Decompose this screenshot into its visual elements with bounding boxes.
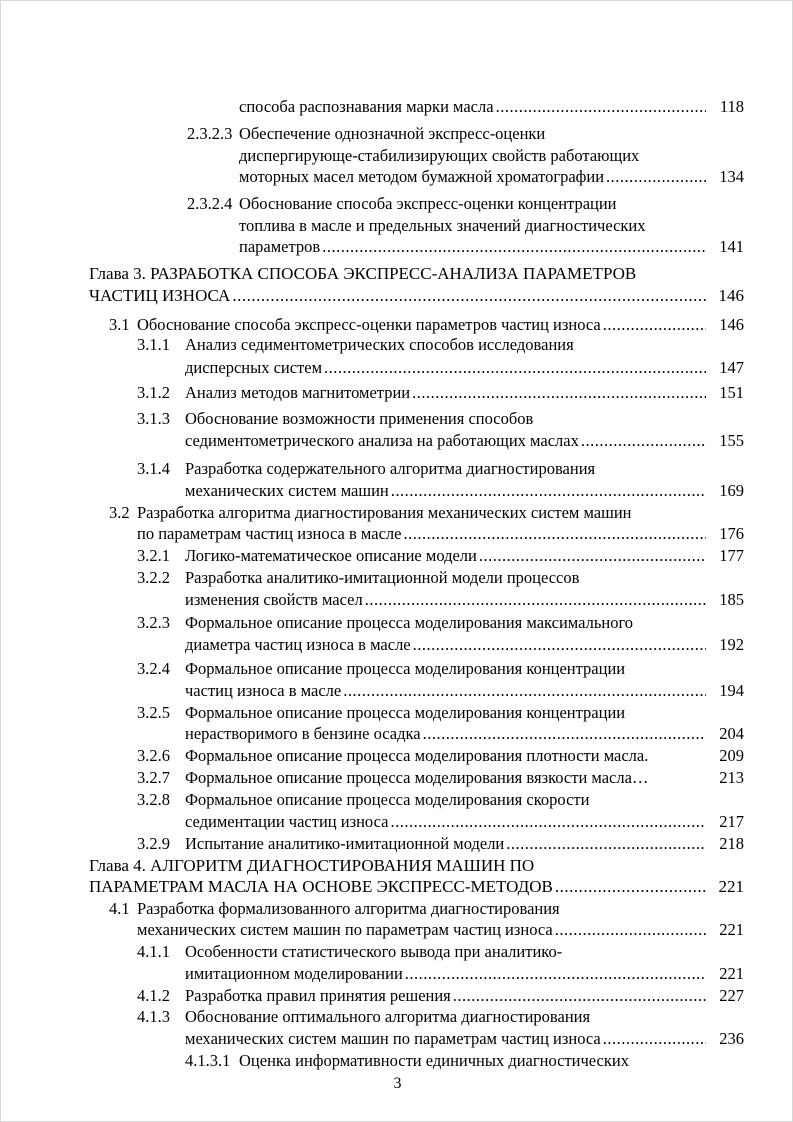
toc-text: Разработка формализованного алгоритма диагностирования <box>137 899 560 918</box>
toc-page-number: 134 <box>719 167 744 186</box>
toc-text: моторных масел методом бумажной хроматографии <box>239 167 605 186</box>
page-number: 3 <box>393 1075 402 1092</box>
toc-section-number: 2.3.2.4 <box>187 194 233 213</box>
toc-chapter-title: ЧАСТИЦ ИЗНОСА <box>89 286 231 305</box>
toc-text: Обоснование способа экспресс-оценки параметров частиц износа <box>137 315 601 334</box>
toc-text: Испытание аналитико-имитационной модели <box>185 834 505 853</box>
toc-line <box>1 679 793 703</box>
toc-text: Формальное описание процесса моделирования концентрации <box>185 659 626 678</box>
toc-page-number: 204 <box>719 724 744 743</box>
toc-line <box>1 832 793 856</box>
toc-text: Логико-математическое описание модели <box>185 546 477 565</box>
toc-section-number: 3.1 <box>109 315 130 334</box>
toc-page-number: 221 <box>719 964 744 983</box>
toc-leader <box>322 235 706 259</box>
toc-section-number: 4.1.1 <box>137 942 170 961</box>
toc-section-number: 3.1.3 <box>137 409 170 428</box>
toc-page-number: 221 <box>719 920 744 939</box>
toc-text: седиментометрического анализа на работающих маслах <box>185 431 579 450</box>
toc-section-number: 3.1.4 <box>137 459 170 478</box>
toc-page-number: 147 <box>719 358 744 377</box>
toc-chapter-line <box>1 284 793 308</box>
toc-leader <box>581 429 706 453</box>
toc-line <box>1 165 793 189</box>
toc-section-number: 4.1.3 <box>137 1007 170 1026</box>
toc-line <box>1 810 793 834</box>
toc-text: изменения свойств масел <box>185 590 363 609</box>
toc-page-number: 118 <box>719 97 744 116</box>
toc-text: Обоснование способа экспресс-оценки концентрации <box>239 194 617 213</box>
toc-line <box>1 429 793 453</box>
toc-section-number: 4.1 <box>109 899 130 918</box>
toc-text: Обоснование оптимального алгоритма диагностирования <box>185 1007 591 1026</box>
toc-page-number: 146 <box>718 286 744 305</box>
toc-text: Формальное описание процесса моделирования вязкости масла… <box>185 768 649 787</box>
toc-line <box>1 722 793 746</box>
toc-page-number: 227 <box>719 986 744 1005</box>
toc-text: механических систем машин по параметрам частиц износа <box>185 1029 601 1048</box>
toc-text: механических систем машин по параметрам частиц износа <box>137 920 553 939</box>
toc-page-number: 176 <box>719 524 744 543</box>
toc-text: нерастворимого в бензине осадка <box>185 724 421 743</box>
toc-leader <box>343 679 706 703</box>
toc-page-number: 155 <box>719 431 744 450</box>
toc-text: Анализ седиментометрических способов исследования <box>185 335 574 354</box>
toc-line <box>1 657 793 681</box>
toc-text: Обеспечение однозначной экспресс-оценки <box>239 124 546 143</box>
toc-page-number: 217 <box>719 812 744 831</box>
toc-text: Формальное описание процесса моделирования плотности масла. <box>185 746 649 765</box>
toc-section-number: 3.2.7 <box>137 768 170 787</box>
toc-text: седиментации частиц износа <box>185 812 389 831</box>
toc-line <box>1 788 793 812</box>
toc-text: имитационном моделировании <box>185 964 403 983</box>
toc-page-number: 151 <box>719 383 744 402</box>
toc-line <box>1 611 793 635</box>
toc-line <box>1 333 793 357</box>
toc-chapter-line <box>1 875 793 899</box>
toc-line <box>1 918 793 942</box>
toc-line <box>1 588 793 612</box>
toc-text: Разработка алгоритма диагностирования механических систем машин <box>137 503 632 522</box>
toc-page-number: 194 <box>719 681 744 700</box>
toc-line <box>1 962 793 986</box>
toc-line <box>1 235 793 259</box>
toc-line <box>1 381 793 405</box>
toc-text: диаметра частиц износа в масле <box>185 635 411 654</box>
toc-section-number: 3.2.4 <box>137 659 170 678</box>
toc-section-number: 3.1.2 <box>137 383 170 402</box>
toc-leader <box>603 1027 706 1051</box>
toc-section-number: 4.1.2 <box>137 986 170 1005</box>
toc-text: частиц износа в масле <box>185 681 342 700</box>
toc-leader <box>390 810 706 834</box>
toc-section-number: 4.1.3.1 <box>185 1051 231 1070</box>
toc-text: механических систем машин <box>185 481 389 500</box>
toc-chapter-title: Глава 3. РАЗРАБОТКА СПОСОБА ЭКСПРЕСС-АНАЛИЗА ПАРАМЕТРОВ <box>89 264 637 283</box>
toc-page-number: 177 <box>719 546 744 565</box>
toc-text: дисперсных систем <box>185 358 323 377</box>
toc-leader <box>413 633 706 657</box>
toc-leader <box>324 356 706 380</box>
toc-line <box>1 1027 793 1051</box>
toc-text: способа распознавания марки масла <box>239 97 494 116</box>
toc-page-number: 213 <box>719 768 744 787</box>
toc-section-number: 3.2.9 <box>137 834 170 853</box>
toc-leader <box>506 832 706 856</box>
toc-line <box>1 766 793 790</box>
toc-line <box>1 192 793 216</box>
toc-leader <box>391 479 706 503</box>
toc-text: Формальное описание процесса моделирования скорости <box>185 790 590 809</box>
toc-line <box>1 1005 793 1029</box>
toc-leader <box>403 522 706 546</box>
toc-text: Оценка информативности единичных диагностических <box>239 1051 629 1070</box>
toc-text: Разработка содержательного алгоритма диагностирования <box>185 459 596 478</box>
toc-section-number: 3.2.1 <box>137 546 170 565</box>
toc-chapter-line <box>1 262 793 286</box>
toc-chapter-title: Глава 4. АЛГОРИТМ ДИАГНОСТИРОВАНИЯ МАШИН ПО <box>89 856 535 875</box>
toc-text: Анализ методов магнитометрии <box>185 383 411 402</box>
toc-leader <box>555 875 706 899</box>
toc-leader <box>423 722 706 746</box>
toc-section-number: 3.2.3 <box>137 613 170 632</box>
toc-text: Разработка аналитико-имитационной модели процессов <box>185 568 580 587</box>
toc-leader <box>479 544 706 568</box>
toc-leader <box>606 165 706 189</box>
toc-page-number: 218 <box>719 834 744 853</box>
toc-line <box>1 566 793 590</box>
toc-line <box>1 633 793 657</box>
toc-line <box>1 407 793 431</box>
toc-text: Особенности статистического вывода при аналитико- <box>185 942 563 961</box>
toc-line <box>1 95 793 119</box>
toc-line <box>1 479 793 503</box>
toc-line <box>1 457 793 481</box>
toc-line <box>1 1049 793 1073</box>
toc-text: Формальное описание процесса моделирования максимального <box>185 613 634 632</box>
toc-text: по параметрам частиц износа в масле <box>137 524 402 543</box>
toc-line <box>1 940 793 964</box>
toc-page-number: 146 <box>719 315 744 334</box>
toc-line <box>1 544 793 568</box>
toc-leader <box>405 962 706 986</box>
toc-section-number: 3.2 <box>109 503 130 522</box>
toc-section-number: 3.2.5 <box>137 703 170 722</box>
toc-text: параметров <box>239 237 321 256</box>
toc-page-number: 141 <box>719 237 744 256</box>
toc-section-number: 3.2.6 <box>137 746 170 765</box>
toc-leader <box>412 381 706 405</box>
toc-leader <box>365 588 706 612</box>
toc-line <box>1 122 793 146</box>
toc-section-number: 2.3.2.3 <box>187 124 233 143</box>
toc-line <box>1 356 793 380</box>
toc-page-number: 169 <box>719 481 744 500</box>
toc-line <box>1 522 793 546</box>
toc-chapter-title: ПАРАМЕТРАМ МАСЛА НА ОСНОВЕ ЭКСПРЕСС-МЕТОДОВ <box>89 877 553 896</box>
toc-page-number: 192 <box>719 635 744 654</box>
toc-page-number: 236 <box>719 1029 744 1048</box>
toc-section-number: 3.2.8 <box>137 790 170 809</box>
toc-text: Обоснование возможности применения способов <box>185 409 534 428</box>
toc-leader <box>232 284 706 308</box>
toc-section-number: 3.1.1 <box>137 335 170 354</box>
toc-text: Формальное описание процесса моделирования концентрации <box>185 703 626 722</box>
toc-text: диспергирующе-стабилизирующих свойств работающих <box>239 146 640 165</box>
toc-line <box>1 744 793 768</box>
toc-leader <box>496 95 706 119</box>
toc-page-number: 221 <box>718 877 744 896</box>
toc-text: Разработка правил принятия решения <box>185 986 451 1005</box>
toc-text: топлива в масле и предельных значений диагностических <box>239 216 646 235</box>
toc-page-number: 185 <box>719 590 744 609</box>
toc-leader <box>555 918 706 942</box>
toc-section-number: 3.2.2 <box>137 568 170 587</box>
toc-page-number: 209 <box>719 746 744 765</box>
